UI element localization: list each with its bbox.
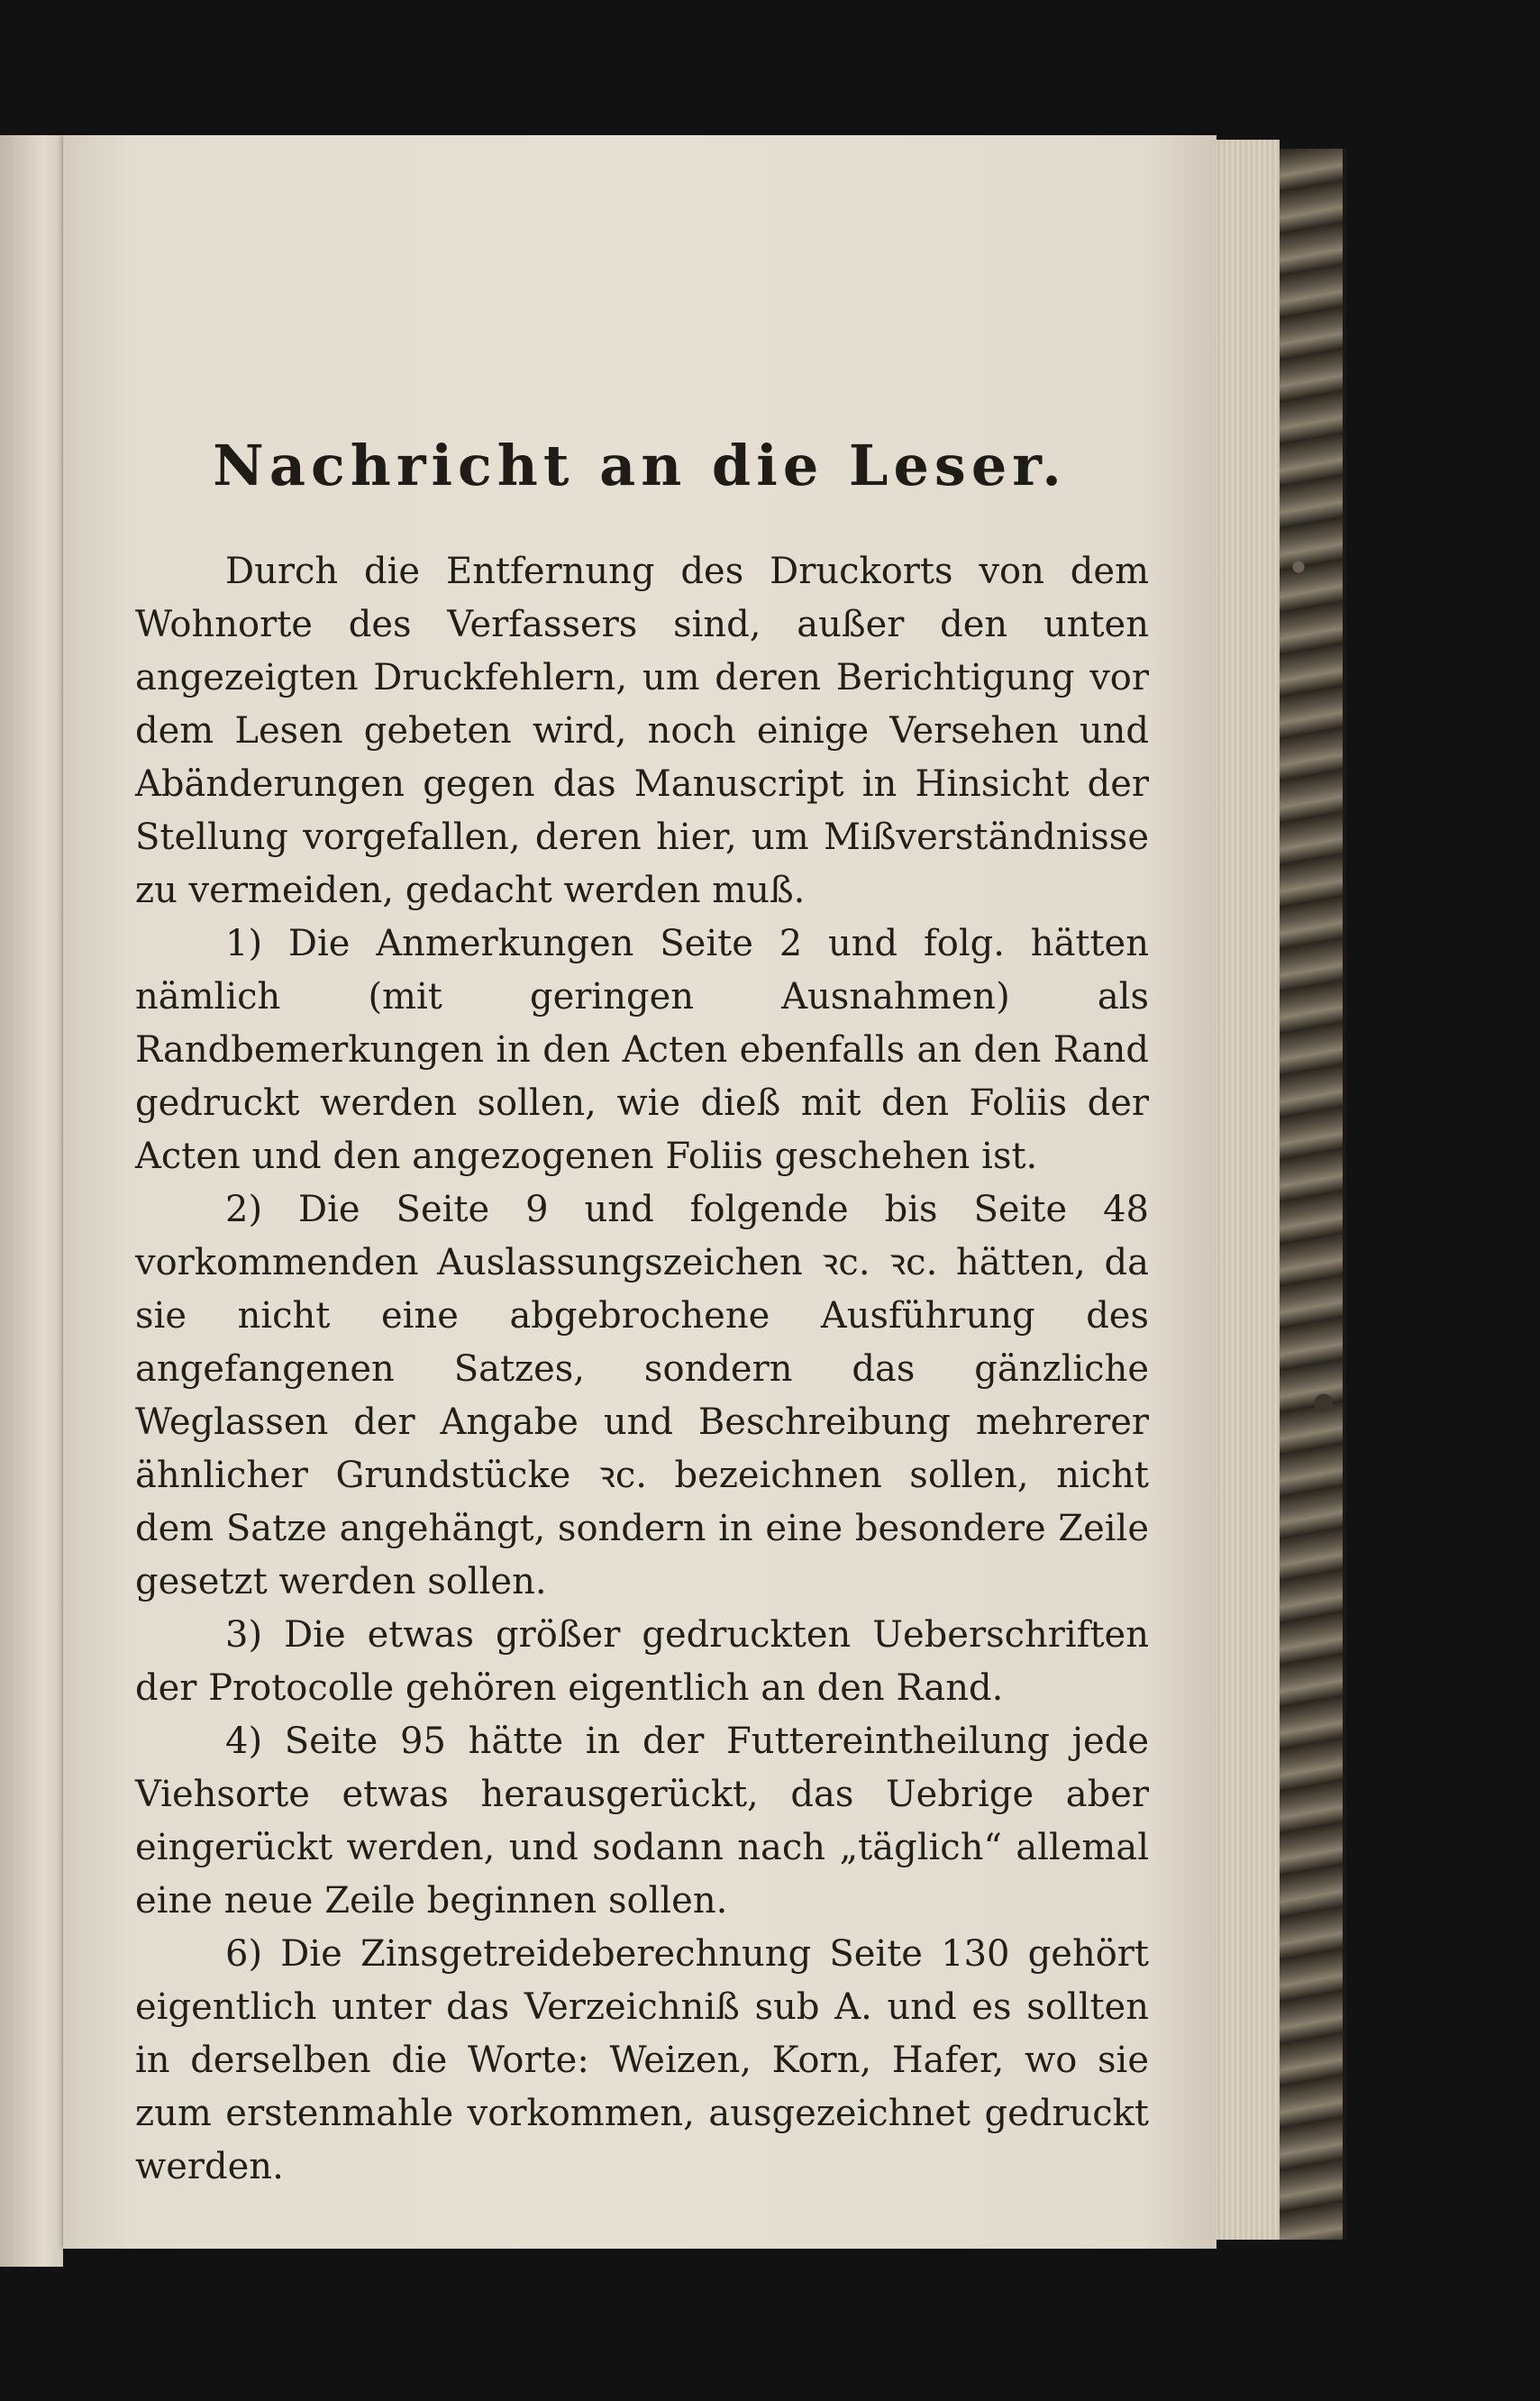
paragraph-item-4: 4) Seite 95 hätte in der Futtereintheilung jede Viehsorte etwas herausgerückt, das Uebrige aber eingerückt werden, und sodann nach „täglich“ allemal eine neue Zeile beginnen sollen. xyxy=(135,1721,1149,1922)
marbled-cover-edge xyxy=(1280,149,1346,2240)
body-text xyxy=(135,545,1149,2194)
paragraph-item-1: 1) Die Anmerkungen Seite 2 und folg. hätten nämlich (mit geringen Ausnahmen) als Randbemerkungen in den Acten ebenfalls an den Rand gedruckt werden sollen, wie dieß mit den Foliis der Acten und den angezogenen Foliis geschehen ist. xyxy=(135,923,1149,1177)
left-page-edge xyxy=(0,135,63,2267)
paragraph-item-6: 6) Die Zinsgetreideberechnung Seite 130 gehört eigentlich unter das Verzeichniß sub A. und es sollten in derselben die Worte: Weizen, Korn, Hafer, wo sie zum erstenmahle vorkommen, ausgezeichnet gedruckt werden. xyxy=(135,1933,1149,2187)
page-title: Nachricht an die Leser. xyxy=(213,433,1067,498)
paragraph-item-2: 2) Die Seite 9 und folgende bis Seite 48 vorkommenden Auslassungszeichen ꝛc. ꝛc. hätten, da sie nicht eine abgebrochene Ausführung des angefangenen Satzes, sondern das gänzliche Weglassen der Angabe und Beschreibung mehrerer ähnlicher Grundstücke ꝛc. bezeichnen sollen, nicht dem Satze angehängt, sondern in eine besondere Zeile gesetzt werden sollen. xyxy=(135,1189,1149,1602)
page-stack-edges xyxy=(1217,140,1280,2240)
paragraph-item-3: 3) Die etwas größer gedruckten Ueberschriften der Protocolle gehören eigentlich an den Rand. xyxy=(135,1614,1149,1709)
paragraph-intro: Durch die Entfernung des Druckorts von dem Wohnorte des Verfassers sind, außer den unten angezeigten Druckfehlern, um deren Berichtigung vor dem Lesen gebeten wird, noch einige Versehen und Abänderungen gegen das Manuscript in Hinsicht der Stellung vorgefallen, deren hier, um Mißverständnisse zu vermeiden, gedacht werden muß. xyxy=(135,551,1149,911)
